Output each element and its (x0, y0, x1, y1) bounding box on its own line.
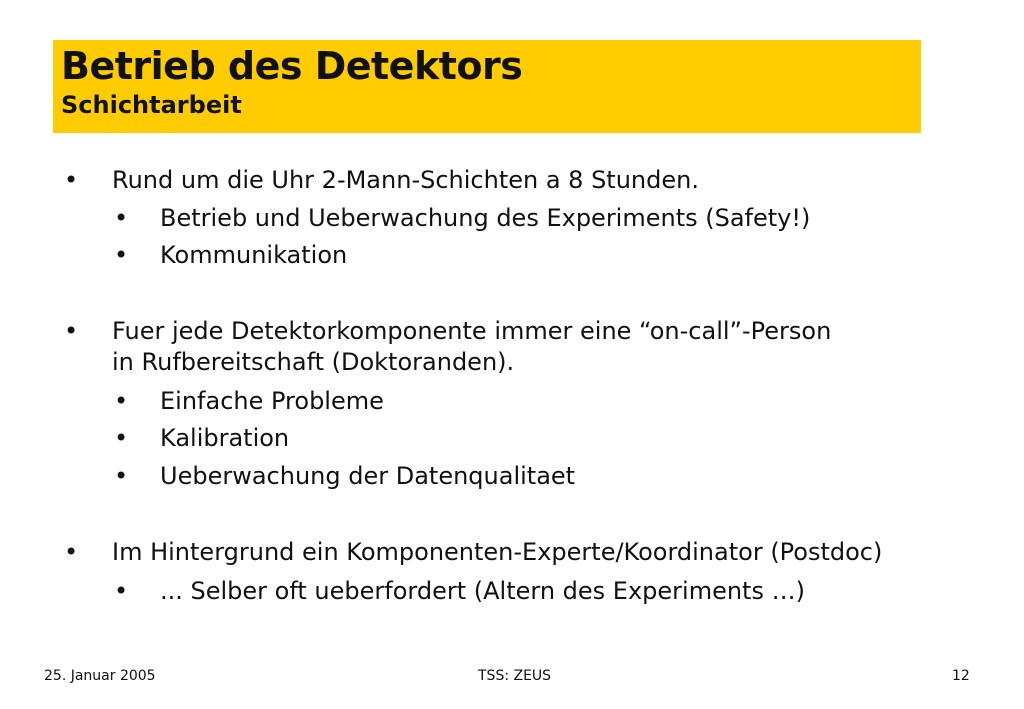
slide-subtitle: Schichtarbeit (61, 91, 242, 119)
sub-bullet-marker: • (114, 462, 129, 490)
bullet-marker: • (64, 166, 79, 194)
bullet-text-2: Fuer jede Detektorkomponente immer eine “on-call”-Person (112, 317, 832, 345)
sub-bullet-text-2-2: Kalibration (160, 424, 290, 452)
bullet-text-2-line2: in Rufbereitschaft (Doktoranden). (112, 348, 515, 376)
footer-title: TSS: ZEUS (478, 668, 552, 684)
sub-bullet-text-1-1: Betrieb und Ueberwachung des Experiments (Safety!) (160, 204, 811, 232)
sub-bullet-text-3-1: ... Selber oft ueberfordert (Altern des Experiments …) (160, 577, 805, 605)
sub-bullet-marker: • (114, 577, 129, 605)
sub-bullet-marker: • (114, 387, 129, 415)
bullet-marker: • (64, 538, 79, 566)
sub-bullet-text-2-3: Ueberwachung der Datenqualitaet (160, 462, 576, 490)
bullet-text-1: Rund um die Uhr 2-Mann-Schichten a 8 Stunden. (112, 166, 699, 194)
footer-date: 25. Januar 2005 (44, 668, 156, 684)
sub-bullet-text-2-1: Einfache Probleme (160, 387, 384, 415)
slide-title: Betrieb des Detektors (61, 44, 523, 88)
page-number: 12 (952, 668, 970, 684)
bullet-text-3: Im Hintergrund ein Komponenten-Experte/Koordinator (Postdoc) (112, 538, 883, 566)
sub-bullet-marker: • (114, 241, 129, 269)
sub-bullet-marker: • (114, 424, 129, 452)
sub-bullet-text-1-2: Kommunikation (160, 241, 348, 269)
bullet-marker: • (64, 317, 79, 345)
sub-bullet-marker: • (114, 204, 129, 232)
